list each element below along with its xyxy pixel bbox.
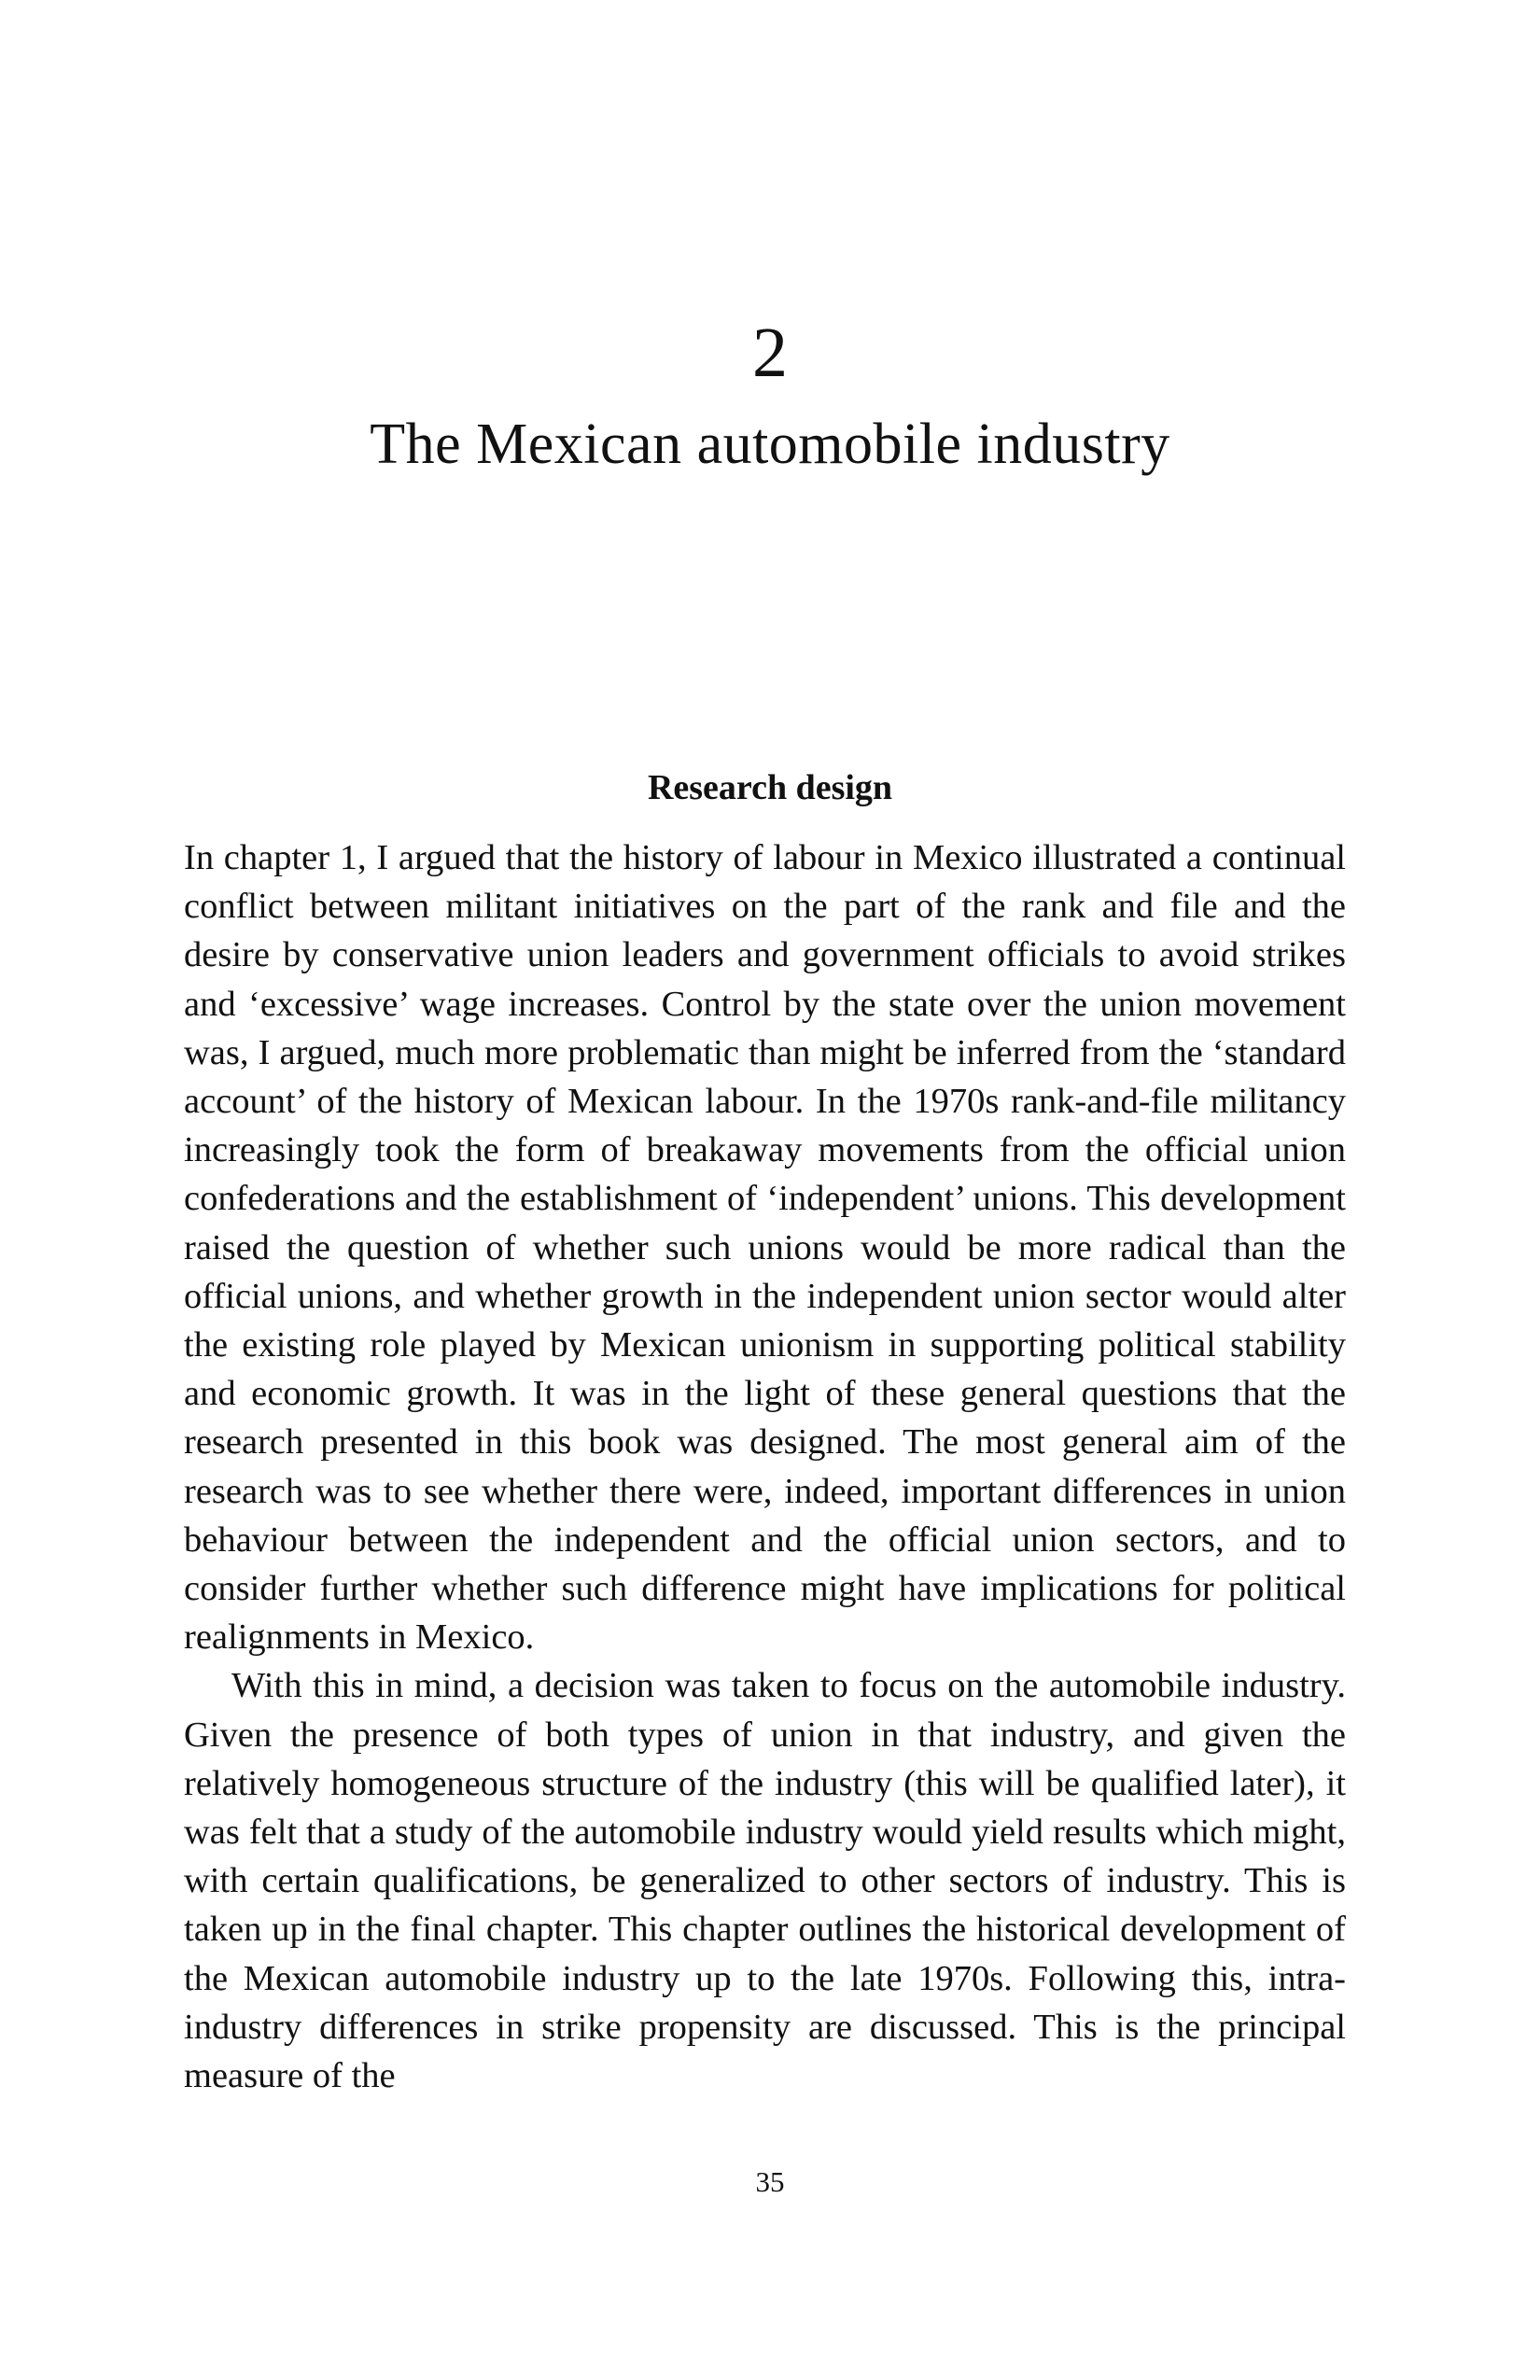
paragraph-2: With this in mind, a decision was taken to focus on the automobile industry. Given the presence of both types of union in that industry, and given the relatively homogeneous structure of the industry (this will be qualified later), it was felt that a study of the automobile industry would yield results which might, with certain qualifications, be generalized to other sectors of industry. This is taken up in the final chapter. This chapter outlines the historical development of the Mexican automobile industry up to the late 1970s. Following this, intra-industry differences in strike propensity are discussed. This is the principal measure of the <box>184 1666 1346 2096</box>
paragraph-1: In chapter 1, I argued that the history of labour in Mexico illustrated a continual conflict between militant initiatives on the part of the rank and file and the desire by conservative union leaders and government officials to avoid strikes and ‘excessive’ wage increases. Control by the state over the union movement was, I argued, much more problematic than might be inferred from the ‘standard account’ of the history of Mexican labour. In the 1970s rank-and-file militancy increasingly took the form of breakaway movements from the official union confederations and the establishment of ‘independent’ unions. This development raised the question of whether such unions would be more radical than the official unions, and whether growth in the independent union sector would alter the existing role played by Mexican unionism in supporting political stability and economic growth. It was in the light of these general questions that the research presented in this book was designed. The most general aim of the research was to see whether there were, indeed, important differences in union behaviour between the independent and the official union sectors, and to consider further whether such difference might have implications for political realignments in Mexico. <box>184 838 1346 1658</box>
section-heading: Research design <box>647 768 893 807</box>
body-text <box>184 833 1346 2100</box>
chapter-title: The Mexican automobile industry <box>370 413 1170 476</box>
chapter-number: 2 <box>752 314 788 392</box>
page-number: 35 <box>755 2165 785 2198</box>
